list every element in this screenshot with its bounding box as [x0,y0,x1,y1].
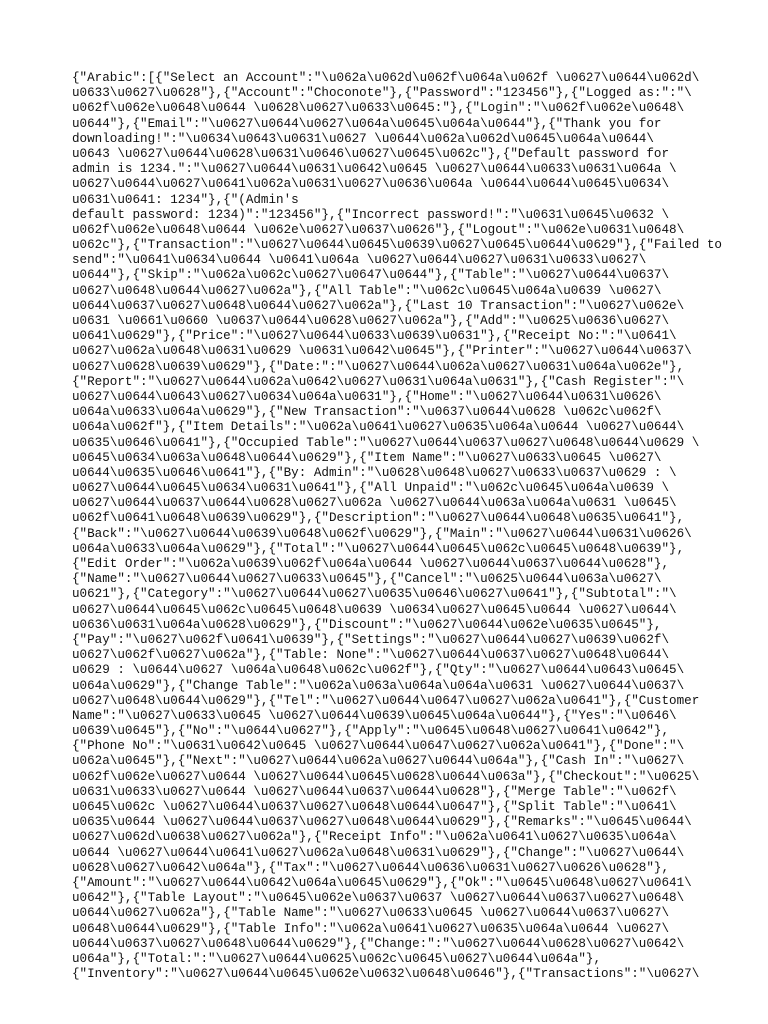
text-line: {"Phone No":"\u0631\u0642\u0645 \u0627\u0644\u0647\u0627\u062a\u0641"},{"Done":"\ [72,739,685,754]
text-line: u0641\u0629"},{"Price":"\u0627\u0644\u0633\u0639\u0631"},{"Receipt No:":"\u0641\ [72,329,677,344]
text-line: u062f\u062e\u0648\u0644 \u062e\u0627\u0637\u0626"},{"Logout":"\u062e\u0631\u0648\ [72,222,685,237]
text-line: u0621"},{"Category":"\u0627\u0644\u0627\u0635\u0646\u0627\u0641"},{"Subtotal":"\ [72,587,677,602]
text-line: u0627\u0644\u0637\u0644\u0628\u0627\u062a \u0627\u0644\u063a\u064a\u0631 \u0645\ [72,496,677,511]
text-line: u0629 : \u0644\u0627 \u064a\u0648\u062c\u062f"},{"Qty":"\u0627\u0644\u0643\u0645\ [72,663,685,678]
text-line: Name":"\u0627\u0633\u0645 \u0627\u0644\u0639\u0645\u064a\u0644"},{"Yes":"\u0646\ [72,708,677,723]
text-line: admin is 1234.":"\u0627\u0644\u0631\u0642\u0645 \u0627\u0644\u0633\u0631\u064a \ [72,162,677,177]
text-line: u064a\u0633\u064a\u0629"},{"New Transaction":"\u0637\u0644\u0628 \u062c\u062f\ [72,405,662,420]
text-line: u062f\u0641\u0648\u0639\u0629"},{"Description":"\u0627\u0644\u0648\u0635\u0641"}, [72,511,685,526]
text-line: {"Back":"\u0627\u0644\u0639\u0648\u062f\u0629"},{"Main":"\u0627\u0644\u0631\u0626\ [72,526,692,541]
text-line: u0631 \u0661\u0660 \u0637\u0644\u0628\u0627\u062a"},{"Add":"\u0625\u0636\u0627\ [72,314,670,328]
text-line: u0639\u0645"},{"No":"\u0644\u0627"},{"Apply":"\u0645\u0648\u0627\u0641\u0642"}, [72,724,670,739]
text-line: {"Edit Order":"\u062a\u0639\u062f\u064a\u0644 \u0627\u0644\u0637\u0644\u0628"}, [72,557,670,571]
text-line: {"Report":"\u0627\u0644\u062a\u0642\u0627\u0631\u064a\u0631"},{"Cash Register":"\ [72,374,685,389]
text-line: u0644\u0635\u0646\u0641"},{"By: Admin":"\u0628\u0648\u0627\u0633\u0637\u0629 : \ [72,465,677,480]
text-line: u062a\u0645"},{"Next":"\u0627\u0644\u062a\u0627\u0644\u064a"},{"Cash In":"\u0627\ [72,754,685,769]
text-line: u0627\u0648\u0644\u0627\u062a"},{"All Table":"\u062c\u0645\u064a\u0639 \u0627\ [72,283,662,298]
text-line: {"Name":"\u0627\u0644\u0627\u0633\u0645"},{"Cancel":"\u0625\u0644\u063a\u0627\ [72,572,662,587]
text-line: u0627\u062f\u0627\u062a"},{"Table: None":"\u0627\u0644\u0637\u0627\u0648\u0644\ [72,648,670,663]
text-line: u0628\u0627\u0642\u064a"},{"Tax":"\u0627\u0644\u0636\u0631\u0627\u0626\u0628"}, [72,860,670,875]
text-line: u062c"},{"Transaction":"\u0627\u0644\u0645\u0639\u0627\u0645\u0644\u0629"},{"Failed to [72,238,722,253]
text-line: u064a\u0633\u064a\u0629"},{"Total":"\u0627\u0644\u0645\u062c\u0645\u0648\u0639"}, [72,541,685,556]
text-line: u0633\u0627\u0628"},{"Account":"Choconote"},{"Password":"123456"},{"Logged as:":"\ [72,86,692,101]
text-line: u0645\u062c \u0627\u0644\u0637\u0627\u0648\u0644\u0647"},{"Split Table":"\u0641\ [72,800,677,814]
text-line: u0627\u0648\u0644\u0629"},{"Tel":"\u0627\u0644\u0647\u0627\u062a\u0641"},{"Customer [72,693,700,708]
text-line: u0644 \u0627\u0644\u0641\u0627\u062a\u0648\u0631\u0629"},{"Change":"\u0627\u0644\ [72,845,685,860]
text-line: u0644\u0637\u0627\u0648\u0644\u0629"},{"Change:":"\u0627\u0644\u0628\u0627\u0642\ [72,936,685,951]
text-line: u064a"},{"Total:":"\u0627\u0644\u0625\u062c\u0645\u0627\u0644\u064a"}, [72,951,602,966]
text-line: u0627\u0628\u0639\u0629"},{"Date:":"\u0627\u0644\u062a\u0627\u0631\u064a\u062e"}, [72,359,685,374]
text-line: u0627\u062a\u0648\u0631\u0629 \u0631\u0642\u0645"},{"Printer":"\u0627\u0644\u0637\ [72,344,692,359]
text-line: send":"\u0641\u0634\u0644 \u0641\u064a \u0627\u0644\u0627\u0631\u0633\u0627\ [72,253,647,268]
text-line: u0644\u0627\u062a"},{"Table Name":"\u0627\u0633\u0645 \u0627\u0644\u0637\u0627\ [72,906,670,921]
text-line: {"Arabic":[{"Select an Account":"\u062a\u062d\u062f\u064a\u062f \u0627\u0644\u062d\ [72,71,700,85]
text-line: {"Amount":"\u0627\u0644\u0642\u064a\u0645\u0629"},{"Ok":"\u0645\u0648\u0627\u0641\ [72,875,692,890]
text-line: u062f\u062e\u0627\u0644 \u0627\u0644\u0645\u0628\u0644\u063a"},{"Checkout":"\u0625\ [72,769,700,784]
text-line: u0645\u0634\u063a\u0648\u0644\u0629"},{"Item Name":"\u0627\u0633\u0645 \u0627\ [72,450,662,465]
text-line: default password: 1234)":"123456"},{"Incorrect password!":"\u0631\u0645\u0632 \ [72,207,670,222]
text-line: {"Pay":"\u0627\u062f\u0641\u0639"},{"Settings":"\u0627\u0644\u0627\u0639\u062f\ [72,632,670,647]
text-line: u0627\u0644\u0645\u0634\u0631\u0641"},{"All Unpaid":"\u062c\u0645\u064a\u0639 \ [72,481,670,496]
json-text-block [72,71,722,982]
text-line: u0631\u0641: 1234"},{"(Admin's [72,192,299,207]
text-line: u0627\u0644\u0645\u062c\u0645\u0648\u0639 \u0634\u0627\u0645\u0644 \u0627\u0644\ [72,602,677,617]
text-line: u0635\u0644 \u0627\u0644\u0637\u0627\u0648\u0644\u0629"},{"Remarks":"\u0645\u0644\ [72,815,692,830]
text-line: u0642"},{"Table Layout":"\u0645\u062e\u0637\u0637 \u0627\u0644\u0637\u0627\u0648\ [72,891,685,906]
text-line: u064a\u0629"},{"Change Table":"\u062a\u063a\u064a\u064a\u0631 \u0627\u0644\u0637\ [72,678,685,693]
text-line: u0644\u0637\u0627\u0648\u0644\u0627\u062a"},{"Last 10 Transaction":"\u0627\u062e\ [72,298,685,313]
text-line: u064a\u062f"},{"Item Details":"\u062a\u0641\u0627\u0635\u064a\u0644 \u0627\u0644\ [72,420,685,435]
text-line: u0627\u062d\u0638\u0627\u062a"},{"Receipt Info":"\u062a\u0641\u0627\u0635\u064a\ [72,830,677,845]
text-line: u0635\u0646\u0641"},{"Occupied Table":"\u0627\u0644\u0637\u0627\u0648\u0644\u0629 \ [72,435,700,450]
text-line: u0627\u0644\u0643\u0627\u0634\u064a\u0631"},{"Home":"\u0627\u0644\u0631\u0626\ [72,389,662,404]
text-line: downloading!":"\u0634\u0643\u0631\u0627 \u0644\u062a\u062d\u0645\u064a\u0644\ [72,131,654,146]
text-line: u0644"},{"Email":"\u0627\u0644\u0627\u064a\u0645\u064a\u0644"},{"Thank you for [72,116,662,131]
text-line: u0627\u0644\u0627\u0641\u062a\u0631\u0627\u0636\u064a \u0644\u0644\u0645\u0634\ [72,177,670,192]
text-line: u0636\u0631\u064a\u0628\u0629"},{"Discount":"\u0627\u0644\u062e\u0635\u0645"}, [72,617,662,632]
text-line: u0643 \u0627\u0644\u0628\u0631\u0646\u0627\u0645\u062c"},{"Default password for [72,146,670,161]
text-line: u062f\u062e\u0648\u0644 \u0628\u0627\u0633\u0645:"},{"Login":"\u062f\u062e\u0648\ [72,101,685,116]
text-line: u0648\u0644\u0629"},{"Table Info":"\u062a\u0641\u0627\u0635\u064a\u0644 \u0627\ [72,921,670,936]
text-line: u0631\u0633\u0627\u0644 \u0627\u0644\u0637\u0644\u0628"},{"Merge Table":"\u062f\ [72,784,677,799]
text-line: {"Inventory":"\u0627\u0644\u0645\u062e\u0632\u0648\u0646"},{"Transactions":"\u0627\ [72,967,700,982]
text-line: u0644"},{"Skip":"\u062a\u062c\u0627\u0647\u0644"},{"Table":"\u0627\u0644\u0637\ [72,268,670,283]
